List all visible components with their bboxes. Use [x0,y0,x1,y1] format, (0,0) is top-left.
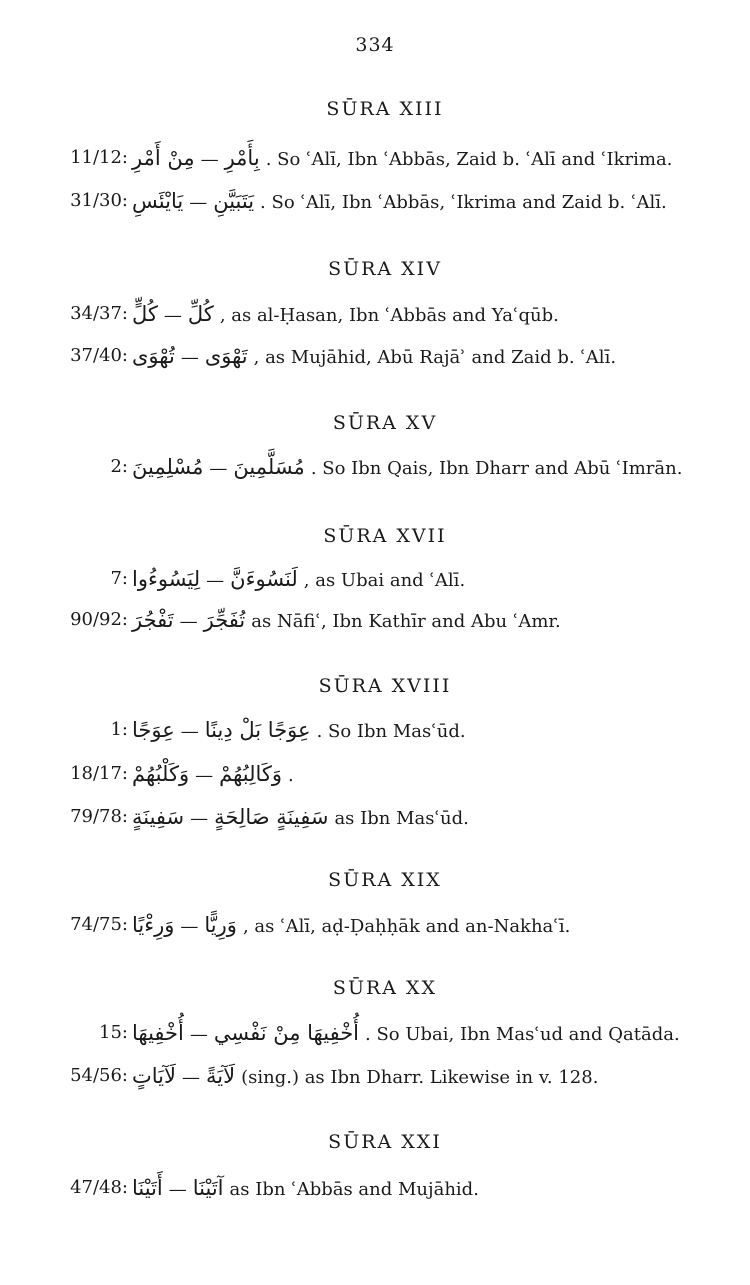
verse-number: 11/12: [70,147,128,168]
verse-number: 90/92: [70,609,128,630]
arabic-reading: لِيَسُوءُوا [132,567,201,591]
authority-note: , as Mujāhid, Abū Rajāʾ and Zaid b. ʿAlī. [253,347,617,368]
dash-separator: — [195,765,214,786]
arabic-reading: أَتَيْنَا [132,1176,163,1200]
dash-separator: — [200,149,219,170]
arabic-reading: مُسْلِمِينَ [132,455,204,479]
arabic-reading: لَآيَاتٍ [132,1064,176,1088]
sura-heading: SŪRA XX [332,977,438,999]
verse-number: 7: [110,568,128,589]
arabic-reading: يَايْئَسِ [132,189,184,213]
dash-separator: — [179,611,198,632]
authority-note: . So ʿAlī, Ibn ʿAbbās, ʿIkrima and Zaid b. ʿAlī. [260,192,667,213]
arabic-reading: كُلٍّ [132,302,158,326]
dash-separator: — [189,192,208,213]
authority-note: . [288,765,294,786]
arabic-reading: عِوَجًا [132,718,175,742]
verse-number: 31/30: [70,190,128,211]
arabic-reading: وَرِءْيًا [132,913,175,937]
verse-number: 15: [99,1022,128,1043]
reading-entry [0,336,750,376]
arabic-variant: أُخْفِيهَا مِنْ نَفْسِي [213,1021,360,1045]
verse-number: 47/48: [70,1177,128,1198]
authority-note: as Ibn ʿAbbās and Mujāhid. [229,1179,479,1200]
reading-entry [0,600,750,640]
sura-heading: SŪRA XIII [326,98,444,120]
dash-separator: — [182,1067,200,1088]
arabic-variant: لَآيَةً [206,1064,236,1088]
reading-entry [0,1168,750,1208]
authority-note: . So Ibn Masʿūd. [316,721,466,742]
arabic-reading: تُهْوَى [132,344,175,368]
authority-note: . So ʿAlī, Ibn ʿAbbās, Zaid b. ʿAlī and ʿIkrima. [265,149,673,170]
reading-entry [0,181,750,221]
arabic-reading: تَفْجُرَ [132,608,174,632]
dash-separator: — [189,1024,208,1045]
arabic-reading: وَكَلْبُهُمْ [132,762,190,786]
arabic-variant: سَفِينَةٍ صَالِحَةٍ [214,805,329,829]
verse-number: 37/40: [70,345,128,366]
reading-entry [0,447,750,487]
reading-entry [0,797,750,837]
verse-number: 54/56: [70,1065,128,1086]
verse-number: 2: [110,456,128,477]
authority-note: , as ʿAlī, aḍ-Ḍaḥḥāk and an-Nakhaʿī. [242,916,571,937]
verse-number: 79/78: [70,806,128,827]
arabic-variant: وَرِيًّا [204,913,237,937]
dash-separator: — [206,570,225,591]
arabic-reading: مِنْ أَمْرِ [132,146,195,170]
arabic-variant: كُلِّ [187,302,214,326]
arabic-variant: آتَيْنَا [192,1176,224,1200]
authority-note: as Nāfiʿ, Ibn Kathīr and Abu ʿAmr. [251,611,561,632]
sura-heading: SŪRA XXI [328,1131,442,1153]
authority-note: . So Ibn Qais, Ibn Dharr and Abū ʿImrān. [310,458,683,479]
reading-entry [0,1056,750,1096]
dash-separator: — [180,721,199,742]
authority-note: . So Ubai, Ibn Masʿud and Qatāda. [365,1024,680,1045]
arabic-variant: بِأَمْرِ [224,146,260,170]
reading-entry [0,905,750,945]
reading-entry [0,710,750,750]
authority-note: (sing.) as Ibn Dharr. Likewise in v. 128. [241,1067,599,1088]
authority-note: , as al-Ḥasan, Ibn ʿAbbās and Yaʿqūb. [219,305,559,326]
sura-heading: SŪRA XIV [328,258,442,280]
reading-entry [0,1013,750,1053]
dash-separator: — [180,916,199,937]
reading-entry [0,294,750,334]
dash-separator: — [190,808,209,829]
reading-entry [0,138,750,178]
arabic-reading: أُخْفِيهَا [132,1021,184,1045]
page-number: 334 [355,34,395,56]
authority-note: , as Ubai and ʿAlī. [303,570,466,591]
sura-heading: SŪRA XV [332,412,438,434]
arabic-variant: يَتَبَيَّنِ [213,189,255,213]
authority-note: as Ibn Masʿūd. [334,808,469,829]
arabic-variant: وَكَالِبُهُمْ [219,762,283,786]
arabic-reading: سَفِينَةٍ [132,805,185,829]
arabic-variant: تُفَجِّرَ [203,608,246,632]
reading-entry [0,754,750,794]
dash-separator: — [180,347,199,368]
verse-number: 74/75: [70,914,128,935]
dash-separator: — [209,458,228,479]
arabic-variant: لَنَسُوءَنَّ [230,567,298,591]
reading-entry [0,559,750,599]
arabic-variant: مُسَلَّمِينَ [233,455,305,479]
verse-number: 34/37: [70,303,128,324]
sura-heading: SŪRA XIX [328,869,442,891]
sura-heading: SŪRA XVIII [318,675,452,697]
sura-heading: SŪRA XVII [323,525,447,547]
verse-number: 18/17: [70,763,128,784]
dash-separator: — [163,305,182,326]
verse-number: 1: [110,719,128,740]
arabic-variant: عِوَجًا بَلْ دِينًا [204,718,311,742]
arabic-variant: تَهْوَى [204,344,248,368]
dash-separator: — [168,1179,187,1200]
